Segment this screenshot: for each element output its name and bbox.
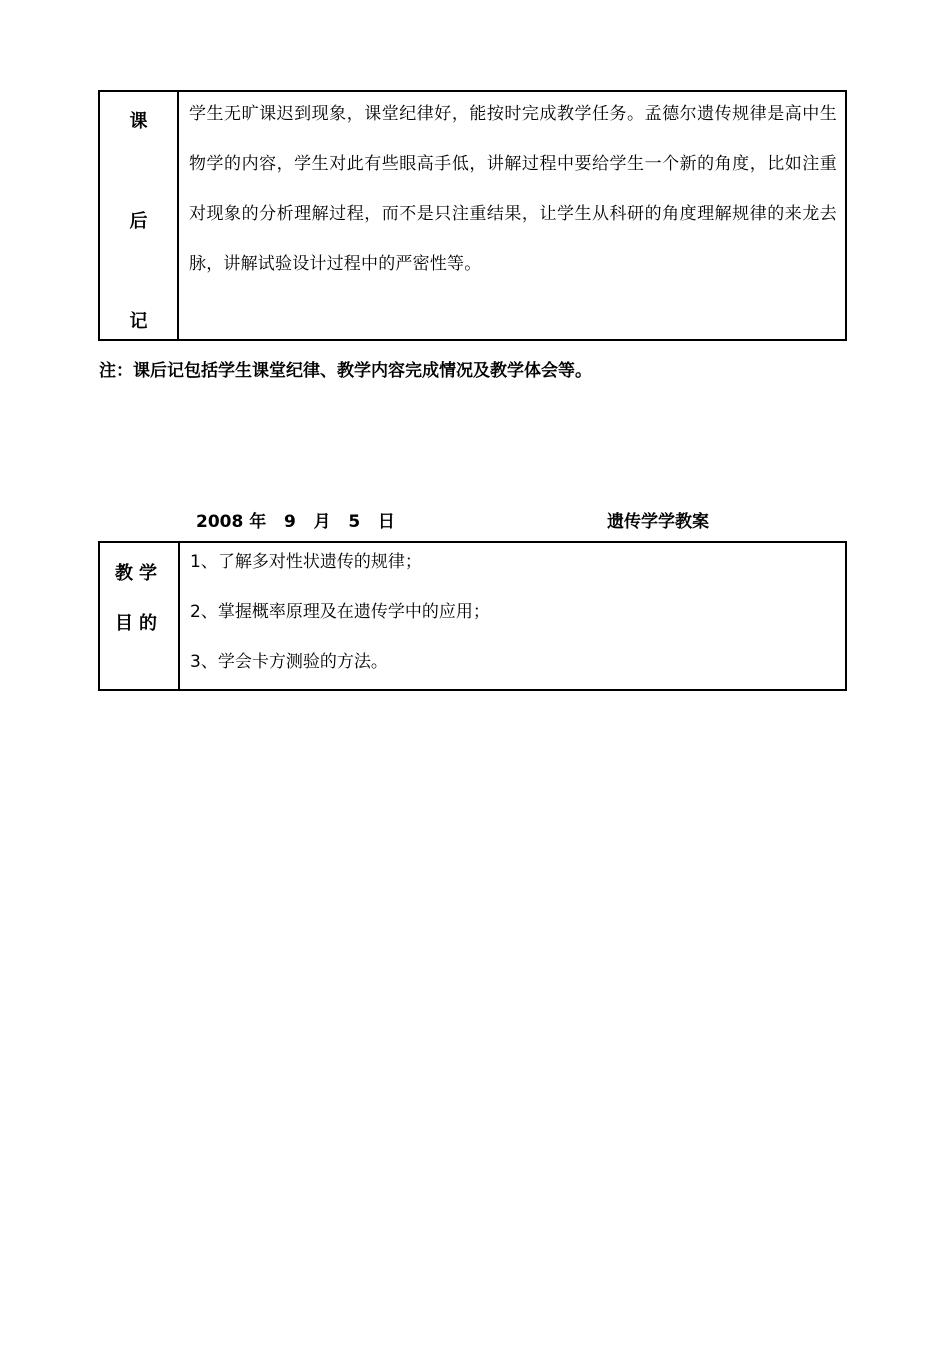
reflection-label-cell bbox=[100, 92, 179, 339]
reflection-label-char: 课 bbox=[129, 111, 148, 132]
objectives-label-cell bbox=[100, 543, 180, 689]
reflection-content-cell bbox=[179, 92, 845, 339]
footnote: 注：课后记包括学生课堂纪律、教学内容完成情况及教学体会等。 bbox=[99, 361, 592, 381]
reflection-content: 学生无旷课迟到现象，课堂纪律好，能按时完成教学任务。孟德尔遗传规律是高中生物学的内容，学生对此有些眼高手低，讲解过程中要给学生一个新的角度，比如注重对现象的分析理解过程，而不是只注重结果，让学生从科研的角度理解规律的来龙去脉，讲解试验设计过程中的严密性等。 bbox=[189, 104, 837, 274]
objective-item: 1、了解多对性状遗传的规律； bbox=[190, 552, 422, 572]
reflection-label-char: 后 bbox=[129, 211, 148, 232]
objectives-table bbox=[98, 541, 847, 691]
objective-item: 2、掌握概率原理及在遗传学中的应用； bbox=[190, 602, 490, 622]
objective-item: 3、学会卡方测验的方法。 bbox=[190, 652, 388, 672]
objectives-content-cell bbox=[180, 543, 845, 689]
objectives-label-line: 教学 bbox=[115, 563, 163, 584]
document-title: 遗传学学教案 bbox=[607, 512, 709, 532]
objectives-label-line: 目的 bbox=[115, 613, 163, 634]
lesson-date: 2008 年 9 月 5 日 bbox=[196, 512, 395, 532]
reflection-label-char: 记 bbox=[129, 311, 148, 332]
reflection-table bbox=[98, 90, 847, 341]
